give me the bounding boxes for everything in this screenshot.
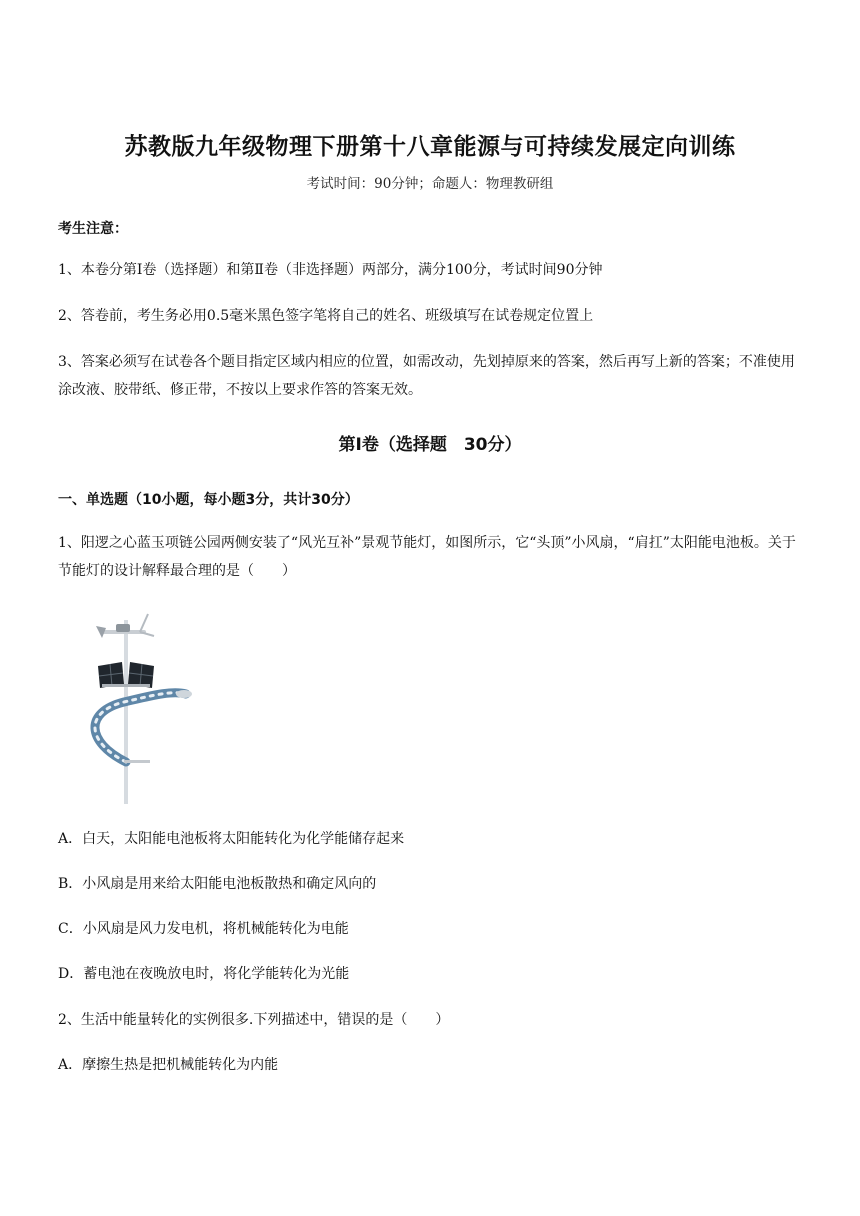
notice-item-2: 2、答卷前，考生务必用0.5毫米黑色签字笔将自己的姓名、班级填写在试卷规定位置上 — [58, 308, 594, 324]
section-title: 第Ⅰ卷（选择题 30分） — [338, 435, 522, 455]
question-1-option-d: D．蓄电池在夜晚放电时，将化学能转化为光能 — [58, 966, 350, 982]
part-heading: 一、单选题（10小题，每小题3分，共计30分） — [58, 492, 359, 508]
page-title: 苏教版九年级物理下册第十八章能源与可持续发展定向训练 — [124, 134, 736, 160]
notice-item-1: 1、本卷分第Ⅰ卷（选择题）和第Ⅱ卷（非选择题）两部分，满分100分，考试时间90分钟 — [58, 262, 603, 278]
lamp-arm-icon — [95, 690, 192, 763]
question-1-stem: 1、阳逻之心蓝玉项链公园两侧安装了“风光互补”景观节能灯，如图所示，它“头顶”小风扇，“肩扛”太阳能电池板。关于节能灯的设计解释最合理的是（ ） — [58, 535, 796, 579]
lamp-pole — [124, 620, 128, 804]
question-1-option-c: C．小风扇是风力发电机，将机械能转化为电能 — [58, 921, 349, 937]
notice-heading: 考生注意： — [58, 221, 128, 237]
question-1-option-b: B．小风扇是用来给太阳能电池板散热和确定风向的 — [58, 876, 377, 892]
question-2-option-a: A．摩擦生热是把机械能转化为内能 — [58, 1057, 279, 1073]
exam-info: 考试时间：90分钟；命题人：物理教研组 — [306, 176, 554, 192]
street-lamp-figure — [80, 612, 200, 804]
question-2-stem: 2、生活中能量转化的实例很多.下列描述中，错误的是（ ） — [58, 1012, 450, 1028]
notice-item-3: 3、答案必须写在试卷各个题目指定区域内相应的位置，如需改动，先划掉原来的答案，然后再写上新的答案；不准使用涂改液、胶带纸、修正带，不按以上要求作答的答案无效。 — [58, 354, 795, 398]
question-1-option-a: A．白天，太阳能电池板将太阳能转化为化学能储存起来 — [58, 831, 405, 847]
